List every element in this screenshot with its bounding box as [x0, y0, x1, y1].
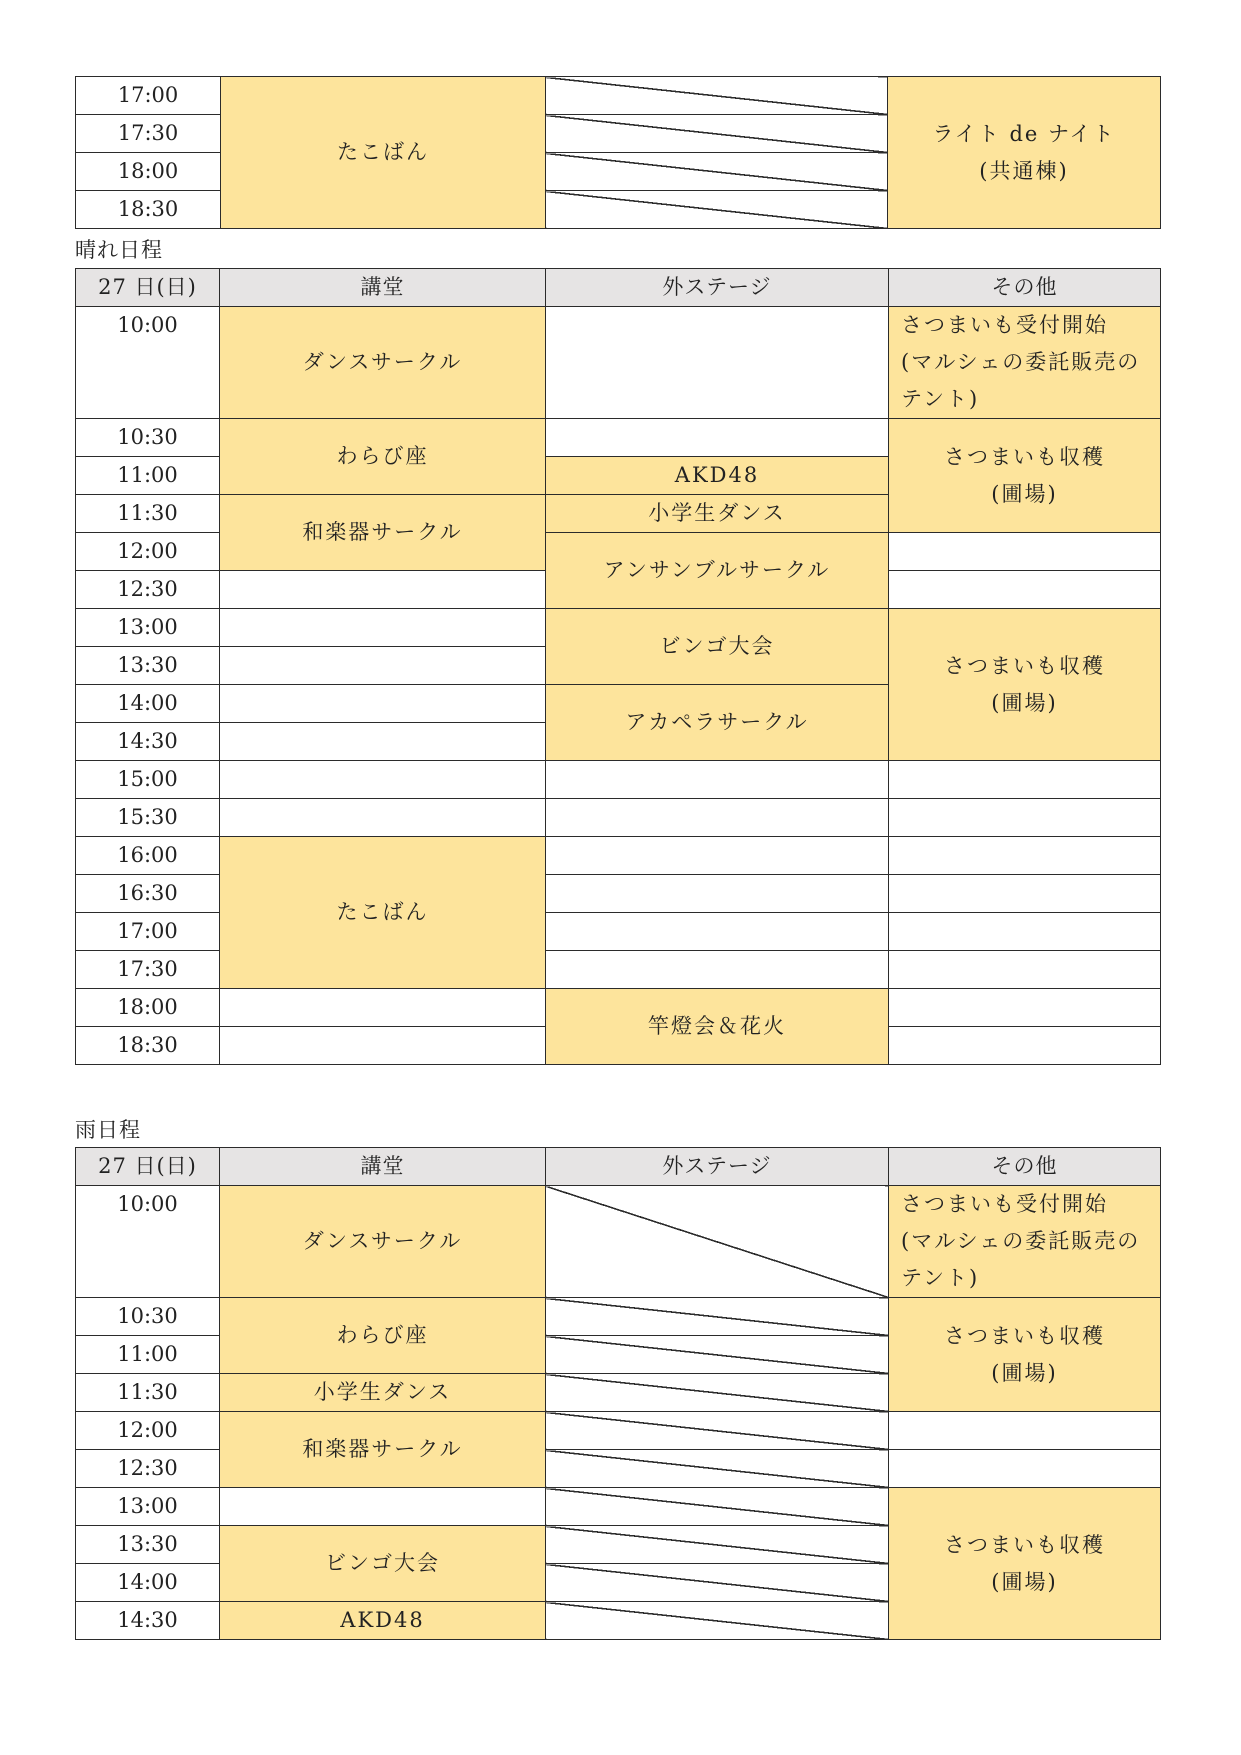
stage-event-kanto-fireworks: 竿燈会＆花火: [546, 989, 889, 1065]
not-applicable-cell: [546, 1526, 889, 1564]
not-applicable-cell: [546, 115, 888, 153]
other-event-title: ライト de ナイト: [932, 121, 1116, 146]
hall-event-bingo: ビンゴ大会: [220, 1526, 546, 1602]
time-cell: 16:00: [76, 837, 220, 875]
not-applicable-cell: [546, 1374, 889, 1412]
time-cell: 14:00: [76, 685, 220, 723]
stage-empty-cell: [546, 913, 889, 951]
time-cell: 17:00: [76, 77, 221, 115]
time-cell: 16:30: [76, 875, 220, 913]
time-cell: 11:30: [76, 1374, 220, 1412]
note-line: テント): [901, 387, 980, 411]
time-cell: 10:30: [76, 1298, 220, 1336]
time-cell: 18:30: [76, 191, 221, 229]
hall-event-kids-dance: 小学生ダンス: [220, 1374, 546, 1412]
note-line: さつまいも受付開始: [901, 1192, 1108, 1216]
not-applicable-cell: [546, 1298, 889, 1336]
other-event-harvest: [889, 419, 1161, 533]
time-cell: 18:30: [76, 1027, 220, 1065]
time-cell: 11:30: [76, 495, 220, 533]
stage-empty-cell: [546, 951, 889, 989]
not-applicable-cell: [546, 77, 888, 115]
note-line: さつまいも収穫: [944, 444, 1105, 469]
stage-event-acappella: アカペラサークル: [546, 685, 889, 761]
hall-empty-cell: [220, 723, 546, 761]
header-hall: 講堂: [220, 269, 546, 307]
note-line: さつまいも収穫: [944, 1323, 1105, 1348]
other-empty-cell: [889, 571, 1161, 609]
stage-event-bingo: ビンゴ大会: [546, 609, 889, 685]
time-cell: 11:00: [76, 457, 220, 495]
hall-event-dance: ダンスサークル: [220, 1186, 546, 1298]
note-line: さつまいも収穫: [944, 653, 1105, 678]
note-line: さつまいも収穫: [944, 1532, 1105, 1557]
hall-event-warabiza: わらび座: [220, 419, 546, 495]
header-other: その他: [889, 1148, 1161, 1186]
note-line: (圃場): [991, 690, 1058, 715]
hall-event-takoban: たこばん: [220, 837, 546, 989]
hall-empty-cell: [220, 1488, 546, 1526]
rainy-schedule-caption: 雨日程: [75, 1118, 141, 1142]
not-applicable-cell: [546, 1336, 889, 1374]
hall-empty-cell: [220, 647, 546, 685]
not-applicable-cell: [546, 1488, 889, 1526]
sunny-schedule-caption: 晴れ日程: [75, 238, 163, 262]
note-line: (圃場): [991, 481, 1058, 506]
other-empty-cell: [889, 1450, 1161, 1488]
stage-empty-cell: [546, 419, 889, 457]
header-other: その他: [889, 269, 1161, 307]
hall-empty-cell: [220, 571, 546, 609]
not-applicable-cell: [546, 1450, 889, 1488]
not-applicable-cell: [546, 1564, 889, 1602]
hall-empty-cell: [220, 761, 546, 799]
not-applicable-cell: [546, 153, 888, 191]
other-empty-cell: [889, 913, 1161, 951]
hall-empty-cell: [220, 685, 546, 723]
note-line: (マルシェの委託販売の: [901, 1229, 1141, 1253]
header-outdoor-stage: 外ステージ: [546, 1148, 889, 1186]
time-cell: 18:00: [76, 153, 221, 191]
note-line: (圃場): [991, 1569, 1058, 1594]
schedule-table-continued: [75, 76, 1161, 229]
time-cell: 13:30: [76, 1526, 220, 1564]
hall-empty-cell: [220, 799, 546, 837]
other-empty-cell: [889, 837, 1161, 875]
stage-event-kids-dance: 小学生ダンス: [546, 495, 889, 533]
other-empty-cell: [889, 1027, 1161, 1065]
time-cell: 14:00: [76, 1564, 220, 1602]
hall-empty-cell: [220, 609, 546, 647]
sunny-schedule-table: [75, 268, 1161, 1065]
not-applicable-cell: [546, 1186, 889, 1298]
hall-event-akd48: AKD48: [220, 1602, 546, 1640]
note-line: さつまいも受付開始: [901, 313, 1108, 337]
other-event-registration: [889, 307, 1161, 419]
note-line: (マルシェの委託販売の: [901, 350, 1141, 374]
other-event-harvest: [889, 1488, 1161, 1640]
header-hall: 講堂: [220, 1148, 546, 1186]
other-event-registration: [889, 1186, 1161, 1298]
note-line: テント): [901, 1266, 980, 1290]
not-applicable-cell: [546, 1412, 889, 1450]
not-applicable-cell: [546, 1602, 889, 1640]
time-cell: 14:30: [76, 723, 220, 761]
time-cell: 13:00: [76, 609, 220, 647]
hall-event-takoban: たこばん: [221, 77, 546, 229]
time-cell: 17:30: [76, 951, 220, 989]
other-empty-cell: [889, 533, 1161, 571]
note-line: (圃場): [991, 1360, 1058, 1385]
time-cell: 17:30: [76, 115, 221, 153]
hall-event-dance: ダンスサークル: [220, 307, 546, 419]
stage-event-ensemble: アンサンブルサークル: [546, 533, 889, 609]
other-empty-cell: [889, 989, 1161, 1027]
other-event-light-de-night: [888, 77, 1161, 229]
rainy-schedule-table: [75, 1147, 1161, 1640]
time-cell: 15:00: [76, 761, 220, 799]
time-cell: 12:00: [76, 533, 220, 571]
header-date: 27 日(日): [76, 1148, 220, 1186]
time-cell: 10:00: [76, 1186, 220, 1298]
time-cell: 10:30: [76, 419, 220, 457]
stage-event-akd48: AKD48: [546, 457, 889, 495]
stage-empty-cell: [546, 875, 889, 913]
time-cell: 17:00: [76, 913, 220, 951]
other-event-location: (共通棟): [979, 158, 1069, 183]
time-cell: 12:30: [76, 571, 220, 609]
hall-event-warabiza: わらび座: [220, 1298, 546, 1374]
hall-empty-cell: [220, 1027, 546, 1065]
not-applicable-cell: [546, 191, 888, 229]
time-cell: 13:00: [76, 1488, 220, 1526]
time-cell: 18:00: [76, 989, 220, 1027]
time-cell: 10:00: [76, 307, 220, 419]
hall-event-wagakki: 和楽器サークル: [220, 495, 546, 571]
stage-empty-cell: [546, 307, 889, 419]
header-date: 27 日(日): [76, 269, 220, 307]
time-cell: 13:30: [76, 647, 220, 685]
hall-empty-cell: [220, 989, 546, 1027]
other-empty-cell: [889, 951, 1161, 989]
header-outdoor-stage: 外ステージ: [546, 269, 889, 307]
stage-empty-cell: [546, 799, 889, 837]
time-cell: 15:30: [76, 799, 220, 837]
other-event-harvest: [889, 609, 1161, 761]
other-empty-cell: [889, 799, 1161, 837]
time-cell: 11:00: [76, 1336, 220, 1374]
time-cell: 12:30: [76, 1450, 220, 1488]
stage-empty-cell: [546, 837, 889, 875]
other-empty-cell: [889, 1412, 1161, 1450]
other-event-harvest: [889, 1298, 1161, 1412]
other-empty-cell: [889, 761, 1161, 799]
time-cell: 12:00: [76, 1412, 220, 1450]
stage-empty-cell: [546, 761, 889, 799]
hall-event-wagakki: 和楽器サークル: [220, 1412, 546, 1488]
other-empty-cell: [889, 875, 1161, 913]
time-cell: 14:30: [76, 1602, 220, 1640]
